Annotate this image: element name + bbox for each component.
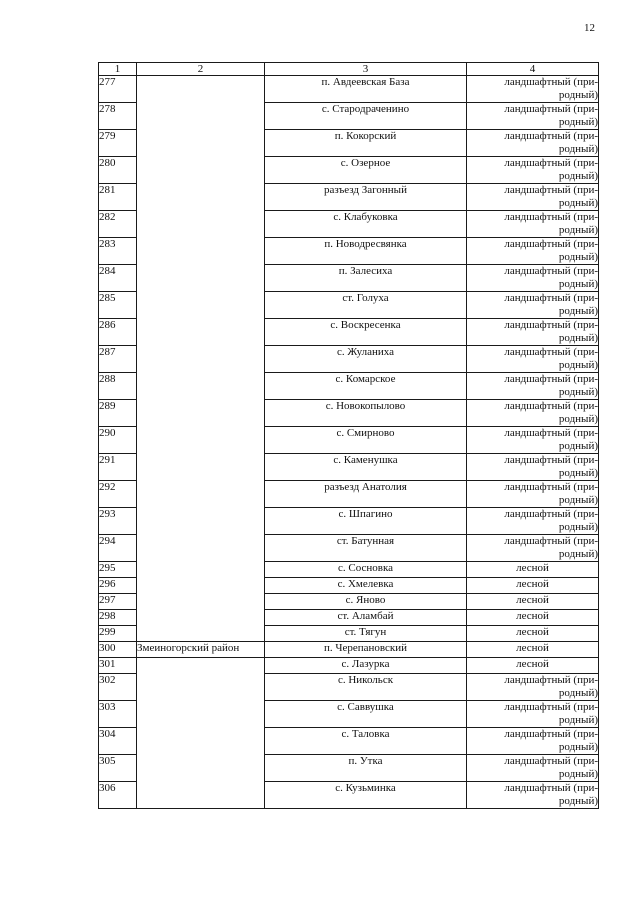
zone-type-cell: [467, 481, 599, 508]
locality-cell: п. Кокорский: [265, 130, 467, 157]
row-number: 293: [99, 508, 137, 535]
locality-cell: п. Черепановский: [265, 642, 467, 658]
row-number: 279: [99, 130, 137, 157]
row-number: 289: [99, 400, 137, 427]
zone-type-cell: [467, 535, 599, 562]
zone-type-cell: [467, 755, 599, 782]
zone-type-line: ландшафтный (при-: [504, 400, 598, 412]
locality-cell: ст. Тягун: [265, 626, 467, 642]
zone-type-line: родный): [558, 548, 598, 560]
locality-cell: п. Новодресвянка: [265, 238, 467, 265]
zone-type-line: родный): [558, 413, 598, 425]
zone-type-cell: [467, 211, 599, 238]
locality-cell: с. Смирново: [265, 427, 467, 454]
zone-type-cell: [467, 373, 599, 400]
zone-type-line: родный): [558, 494, 598, 506]
row-number: 278: [99, 103, 137, 130]
locality-cell: с. Стародраченино: [265, 103, 467, 130]
zone-type-line: родный): [558, 687, 598, 699]
zone-type-line: лесной: [516, 562, 549, 574]
zone-type-line: ландшафтный (при-: [504, 674, 598, 686]
zone-type-line: ландшафтный (при-: [504, 728, 598, 740]
district-cell: [137, 658, 265, 809]
zone-type-line: ландшафтный (при-: [504, 701, 598, 713]
zone-type-cell: [467, 626, 599, 642]
row-number: 292: [99, 481, 137, 508]
row-number: 288: [99, 373, 137, 400]
row-number: 300: [99, 642, 137, 658]
row-number: 303: [99, 701, 137, 728]
zone-type-line: лесной: [516, 642, 549, 654]
zone-type-line: родный): [558, 224, 598, 236]
locality-cell: с. Яново: [265, 594, 467, 610]
row-number: 298: [99, 610, 137, 626]
zone-type-line: ландшафтный (при-: [504, 535, 598, 547]
locality-cell: ст. Голуха: [265, 292, 467, 319]
zone-type-line: ландшафтный (при-: [504, 319, 598, 331]
zone-type-line: родный): [558, 440, 598, 452]
row-number: 301: [99, 658, 137, 674]
zone-type-cell: [467, 157, 599, 184]
row-number: 294: [99, 535, 137, 562]
zone-type-line: родный): [558, 278, 598, 290]
column-header: 3: [265, 63, 467, 76]
zone-type-line: родный): [558, 768, 598, 780]
zone-type-line: ландшафтный (при-: [504, 292, 598, 304]
zone-type-cell: [467, 508, 599, 535]
table-header-row: [99, 63, 599, 76]
zone-type-cell: [467, 319, 599, 346]
zone-type-line: ландшафтный (при-: [504, 782, 598, 794]
zone-type-cell: [467, 594, 599, 610]
zone-type-line: лесной: [516, 658, 549, 670]
zone-type-line: лесной: [516, 594, 549, 606]
locality-cell: с. Никольск: [265, 674, 467, 701]
zone-type-line: родный): [558, 386, 598, 398]
zone-type-line: родный): [558, 251, 598, 263]
locality-cell: с. Новокопылово: [265, 400, 467, 427]
row-number: 285: [99, 292, 137, 319]
row-number: 291: [99, 454, 137, 481]
row-number: 286: [99, 319, 137, 346]
zone-type-cell: [467, 103, 599, 130]
zone-type-line: родный): [558, 521, 598, 533]
row-number: 287: [99, 346, 137, 373]
locality-cell: с. Хмелевка: [265, 578, 467, 594]
zone-type-cell: [467, 400, 599, 427]
zone-type-cell: [467, 562, 599, 578]
zone-type-cell: [467, 728, 599, 755]
column-header: 4: [467, 63, 599, 76]
row-number: 305: [99, 755, 137, 782]
zone-type-line: лесной: [516, 626, 549, 638]
zone-type-line: родный): [558, 197, 598, 209]
district-cell: Змеиногорский район: [137, 642, 265, 658]
column-header: 2: [137, 63, 265, 76]
row-number: 296: [99, 578, 137, 594]
locality-cell: с. Сосновка: [265, 562, 467, 578]
row-number: 290: [99, 427, 137, 454]
zone-type-line: ландшафтный (при-: [504, 184, 598, 196]
zone-type-line: ландшафтный (при-: [504, 481, 598, 493]
row-number: 277: [99, 76, 137, 103]
zone-type-line: родный): [558, 467, 598, 479]
zone-type-line: родный): [558, 170, 598, 182]
row-number: 282: [99, 211, 137, 238]
locality-cell: п. Залесиха: [265, 265, 467, 292]
column-header: 1: [99, 63, 137, 76]
zone-type-cell: [467, 292, 599, 319]
row-number: 306: [99, 782, 137, 809]
zone-type-line: родный): [558, 332, 598, 344]
district-cell: [137, 76, 265, 642]
zone-type-cell: [467, 658, 599, 674]
locality-cell: п. Утка: [265, 755, 467, 782]
row-number: 299: [99, 626, 137, 642]
locality-cell: ст. Батунная: [265, 535, 467, 562]
zone-type-cell: [467, 184, 599, 211]
table-row: [99, 658, 599, 674]
locality-cell: с. Каменушка: [265, 454, 467, 481]
locality-cell: с. Жуланиха: [265, 346, 467, 373]
table-row: [99, 76, 599, 103]
zone-type-line: родный): [558, 143, 598, 155]
locality-cell: с. Шпагино: [265, 508, 467, 535]
row-number: 297: [99, 594, 137, 610]
zone-type-line: ландшафтный (при-: [504, 265, 598, 277]
zone-type-line: родный): [558, 795, 598, 807]
zone-type-line: ландшафтный (при-: [504, 346, 598, 358]
locality-cell: с. Комарское: [265, 373, 467, 400]
locality-cell: с. Клабуковка: [265, 211, 467, 238]
locality-cell: разъезд Загонный: [265, 184, 467, 211]
zone-type-cell: [467, 642, 599, 658]
zone-type-line: ландшафтный (при-: [504, 755, 598, 767]
zone-type-line: ландшафтный (при-: [504, 427, 598, 439]
locality-cell: ст. Аламбай: [265, 610, 467, 626]
locality-cell: с. Кузьминка: [265, 782, 467, 809]
zone-type-line: ландшафтный (при-: [504, 103, 598, 115]
locality-cell: с. Таловка: [265, 728, 467, 755]
zone-type-cell: [467, 76, 599, 103]
locality-cell: п. Авдеевская База: [265, 76, 467, 103]
zone-type-line: ландшафтный (при-: [504, 76, 598, 88]
zone-type-cell: [467, 265, 599, 292]
zone-type-cell: [467, 346, 599, 373]
zone-type-line: ландшафтный (при-: [504, 211, 598, 223]
zone-type-cell: [467, 427, 599, 454]
zone-type-line: ландшафтный (при-: [504, 130, 598, 142]
zone-type-line: ландшафтный (при-: [504, 508, 598, 520]
settlements-table: [98, 62, 599, 809]
table-row: [99, 642, 599, 658]
row-number: 280: [99, 157, 137, 184]
zone-type-line: родный): [558, 359, 598, 371]
zone-type-cell: [467, 674, 599, 701]
zone-type-line: ландшафтный (при-: [504, 454, 598, 466]
page-number: 12: [584, 22, 595, 34]
zone-type-cell: [467, 610, 599, 626]
locality-cell: с. Воскресенка: [265, 319, 467, 346]
row-number: 281: [99, 184, 137, 211]
locality-cell: с. Саввушка: [265, 701, 467, 728]
zone-type-line: ландшафтный (при-: [504, 373, 598, 385]
zone-type-line: родный): [558, 305, 598, 317]
zone-type-cell: [467, 238, 599, 265]
zone-type-cell: [467, 130, 599, 157]
locality-cell: с. Озерное: [265, 157, 467, 184]
zone-type-cell: [467, 782, 599, 809]
zone-type-cell: [467, 701, 599, 728]
zone-type-line: ландшафтный (при-: [504, 157, 598, 169]
zone-type-line: лесной: [516, 610, 549, 622]
zone-type-line: родный): [558, 89, 598, 101]
zone-type-line: родный): [558, 714, 598, 726]
zone-type-line: родный): [558, 741, 598, 753]
row-number: 302: [99, 674, 137, 701]
zone-type-cell: [467, 454, 599, 481]
zone-type-line: лесной: [516, 578, 549, 590]
zone-type-line: родный): [558, 116, 598, 128]
row-number: 304: [99, 728, 137, 755]
zone-type-cell: [467, 578, 599, 594]
row-number: 295: [99, 562, 137, 578]
row-number: 284: [99, 265, 137, 292]
locality-cell: с. Лазурка: [265, 658, 467, 674]
row-number: 283: [99, 238, 137, 265]
locality-cell: разъезд Анатолия: [265, 481, 467, 508]
zone-type-line: ландшафтный (при-: [504, 238, 598, 250]
